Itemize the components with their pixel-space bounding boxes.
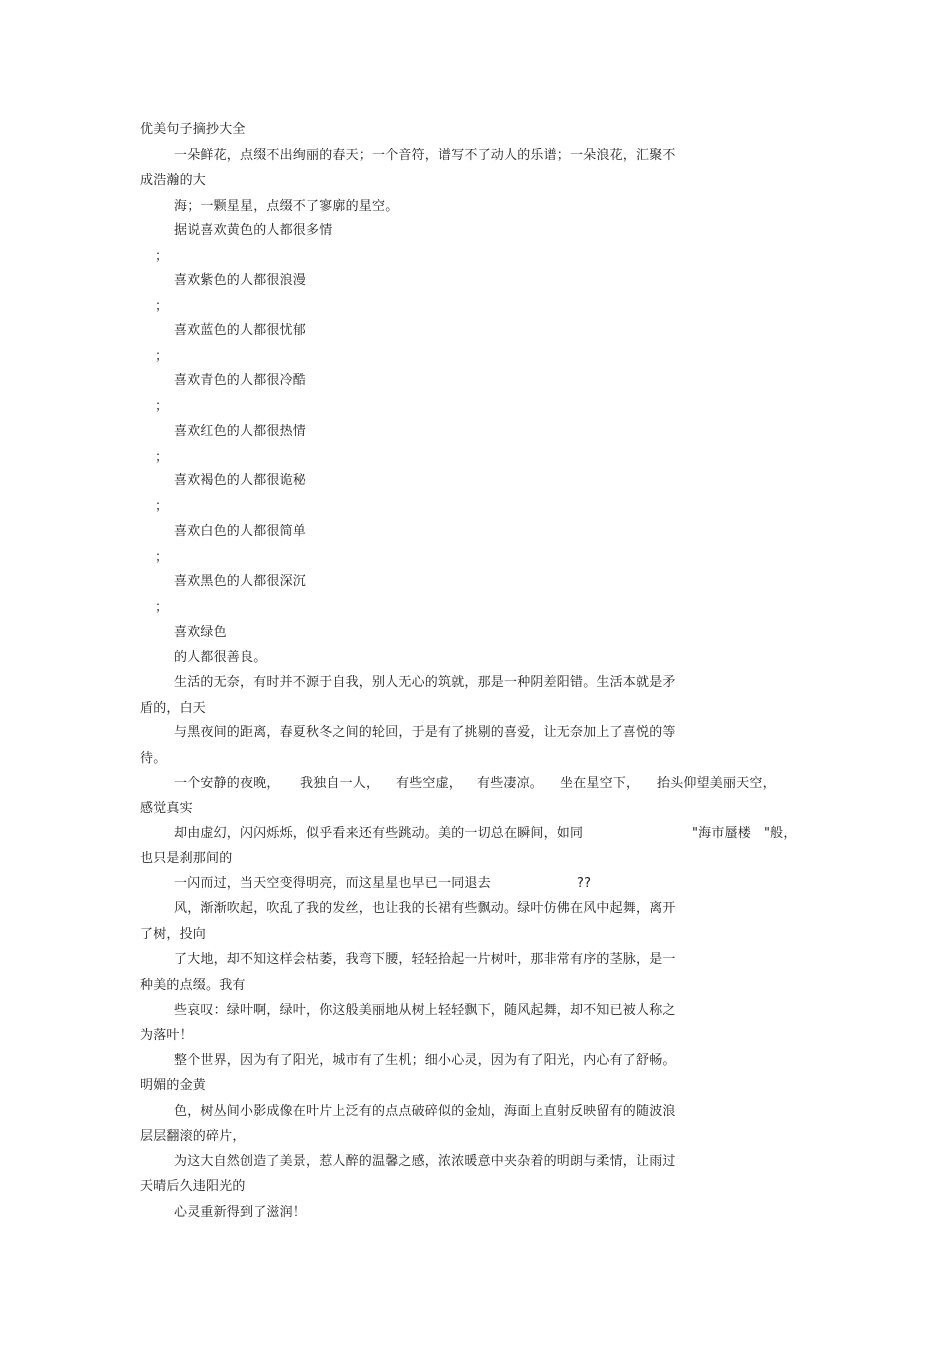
text-line: 了树，投向 [140,927,207,942]
text-line: 整个世界，因为有了阳光，城市有了生机；细小心灵，因为有了阳光，内心有了舒畅。 [174,1053,676,1068]
text-line: 有些凄凉。 [477,776,544,791]
text-line: ； [155,299,169,314]
text-line: 喜欢褐色的人都很诡秘 [174,473,307,488]
text-line: 喜欢紫色的人都很浪漫 [174,273,307,288]
text-line: 色，树丛间小影成像在叶片上泛有的点点破碎似的金灿，海面上直射反映留有的随波浪 [174,1104,676,1119]
text-line: 喜欢白色的人都很简单 [174,524,307,539]
text-line: 喜欢青色的人都很冷酷 [174,373,307,388]
text-line: 生活的无奈，有时并不源于自我，别人无心的筑就，那是一种阴差阳错。生活本就是矛 [174,675,676,690]
text-line: 层层翻滚的碎片， [140,1129,246,1144]
text-line: 坐在星空下， [560,776,640,791]
text-line: ； [155,550,169,565]
text-line: ； [155,349,169,364]
text-line: 种美的点缀。我有 [140,978,246,993]
text-line: 些哀叹：绿叶啊，绿叶，你这般美丽地从树上轻轻飘下，随风起舞，却不知已被人称之 [174,1003,676,1018]
text-line: 喜欢黑色的人都很深沉 [174,574,307,589]
text-line: 我独自一人， [300,776,380,791]
text-line: 海；一颗星星，点缀不了寥廓的星空。 [174,199,399,214]
text-line: 天晴后久违阳光的 [140,1179,246,1194]
text-line: ； [155,600,169,615]
text-line: 喜欢绿色 [174,625,227,640]
page-title: 优美句子摘抄大全 [140,122,246,137]
text-line: ； [155,499,169,514]
text-line: 成浩瀚的大 [140,173,207,188]
text-line: 明媚的金黄 [140,1078,207,1093]
text-line: 为落叶！ [140,1028,193,1043]
text-line: 与黑夜间的距离，春夏秋冬之间的轮回，于是有了挑剔的喜爱，让无奈加上了喜悦的等 [174,725,676,740]
text-line: 抬头仰望美丽天空， [657,776,776,791]
text-line: 据说喜欢黄色的人都很多情 [174,223,333,238]
text-line: 待。 [140,751,167,766]
text-line: 的人都很善良。 [174,650,267,665]
text-line: ； [155,399,169,414]
text-line: 一朵鲜花，点缀不出绚丽的春天；一个音符，谱写不了动人的乐谱；一朵浪花，汇聚不 [174,148,676,163]
text-line: 感觉真实 [140,801,193,816]
text-line: ； [155,450,169,465]
text-line: "海市蜃楼 [692,826,751,841]
text-line: 风，渐渐吹起，吹乱了我的发丝，也让我的长裙有些飘动。绿叶仿佛在风中起舞，离开 [174,901,676,916]
text-line: 也只是刹那间的 [140,851,233,866]
text-line: 却由虚幻，闪闪烁烁，似乎看来还有些跳动。美的一切总在瞬间，如同 [174,826,584,841]
text-line: 为这大自然创造了美景，惹人醉的温馨之感，浓浓暖意中夹杂着的明朗与柔情，让雨过 [174,1154,676,1169]
text-line: 心灵重新得到了滋润！ [174,1205,307,1220]
text-line: 有些空虚， [396,776,463,791]
text-line: 盾的，白天 [140,701,207,716]
text-line: 了大地，却不知这样会枯萎，我弯下腰，轻轻拾起一片树叶，那非常有序的茎脉，是一 [174,952,676,967]
text-line: "般， [764,826,797,841]
text-line: 一闪而过，当天空变得明亮，而这星星也早已一同退去 [174,876,491,891]
text-line: ?? [577,876,592,891]
text-line: 喜欢红色的人都很热情 [174,424,307,439]
text-line: 喜欢蓝色的人都很忧郁 [174,323,307,338]
text-line: 一个安静的夜晚， [174,776,280,791]
text-line: ； [155,249,169,264]
